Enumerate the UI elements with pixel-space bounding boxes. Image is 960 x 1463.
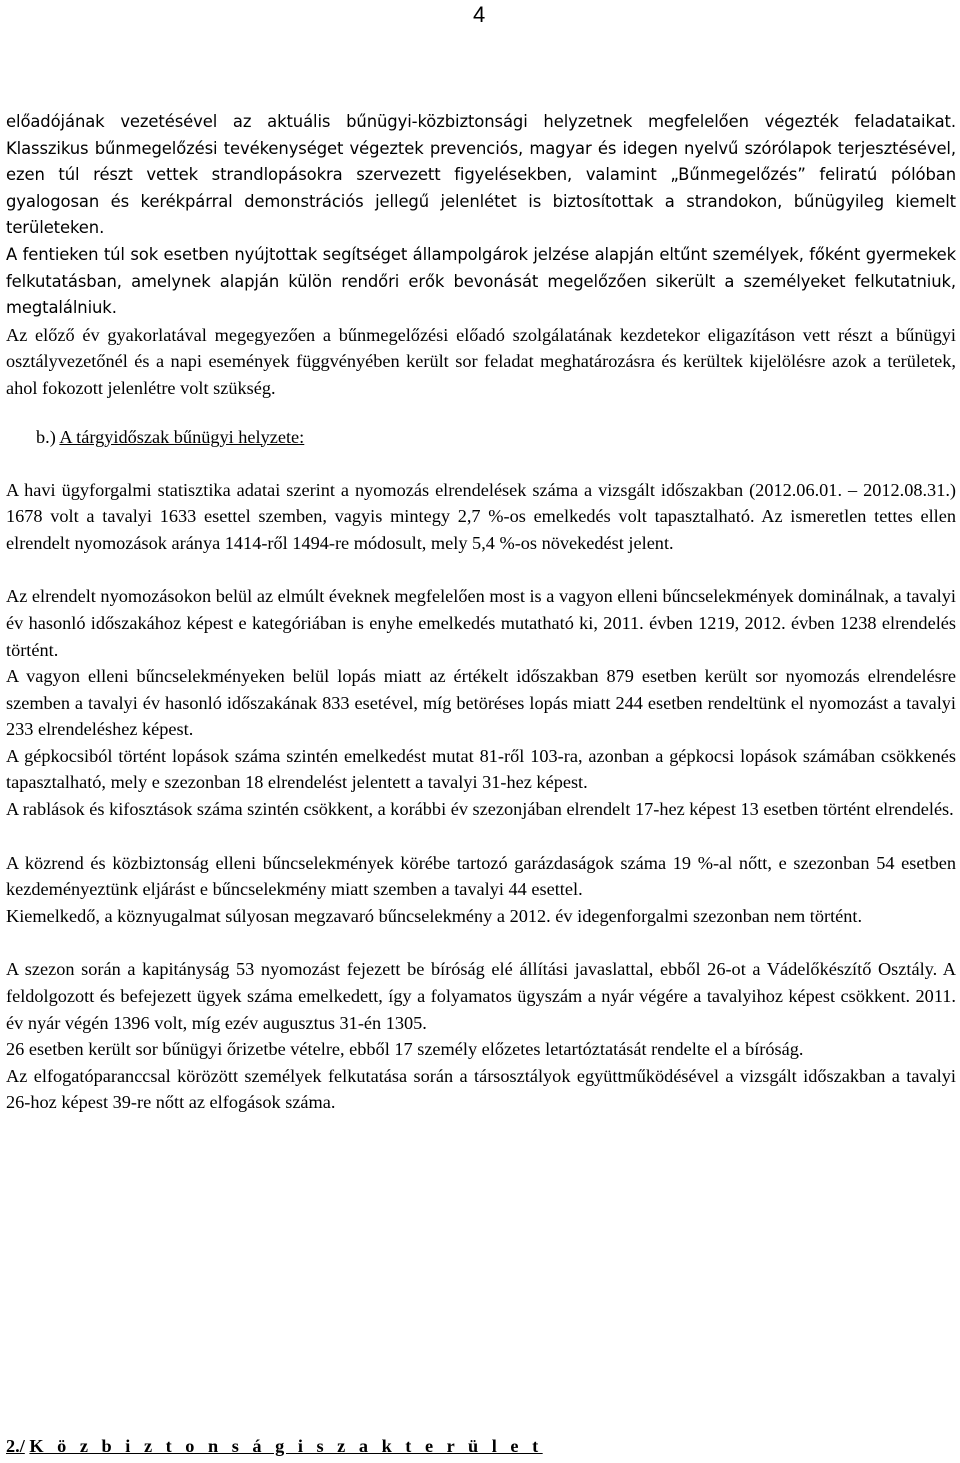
paragraph-property-crimes: Az elrendelt nyomozásokon belül az elmúlt éveknek megfelelően most is a vagyon elleni bűncselekmények dominálnak, a tavalyi év hasonló időszakához képest e kategóriában is enyhe emelkedés mutatható ki, 2011. évben 1219, 2012. évben 1238 elrendelés történt. bbox=[6, 586, 956, 660]
section-b-title: A tárgyidőszak bűnügyi helyzete: bbox=[59, 426, 305, 447]
paragraph-public-order: A közrend és közbiztonság elleni bűncselekmények körébe tartozó garázdaságok száma 19 %-al nőtt, e szezonban 54 esetben kezdeményeztünk eljárást e bűncselekmény miatt szemben a tavalyi 44 esettel. bbox=[6, 852, 956, 900]
section-2-heading bbox=[6, 1436, 543, 1457]
paragraph-briefing: Az előző év gyakorlatával megegyezően a bűnmegelőzési előadó szolgálatának kezdetekor eligazításon vett részt a bűnügyi osztályvezetőnél és a napi események függvényében került sor feladat meghatározásra és kerültek kijelölésre azok a területek, ahol fokozott jelenlétre volt szükség. bbox=[6, 324, 956, 398]
paragraph-notable-crime: Kiemelkedő, a köznyugalmat súlyosan megzavaró bűncselekmény a 2012. év idegenforgalmi szezonban nem történt. bbox=[6, 905, 863, 926]
section-2-title: K ö z b i z t o n s á g i s z a k t e r ü l e t bbox=[29, 1436, 543, 1456]
section-2-number: 2./ bbox=[6, 1436, 25, 1456]
section-b-heading bbox=[6, 424, 956, 450]
paragraph-car-theft: A gépkocsiból történt lopások száma szintén emelkedést mutat 81-ről 103-ra, azonban a gépkocsi lopások számában csökkenés tapasztalható, mely e szezonban 18 elrendelést jelentett a tavalyi 31-hez képest. bbox=[6, 745, 956, 793]
paragraph-theft: A vagyon elleni bűncselekményeken belül lopás miatt az értékelt időszakban 879 esetben került sor nyomozás elrendelésre szemben a tavalyi év hasonló időszakának 833 esetével, míg betöréses lopás miatt 244 esetben rendeltünk el nyomozást a tavalyi 233 elrendeléshez képest. bbox=[6, 666, 956, 740]
paragraph-missing-persons: A fentieken túl sok esetben nyújtottak segítséget állampolgárok jelzése alapján eltűnt személyek, főként gyermekek felkutatásban, amelynek alapján külön rendőri erők bevonását megelőzően sikerült a személyeket felkutatniuk, megtalálniuk. bbox=[6, 244, 956, 318]
section-b-index: b.) bbox=[36, 426, 56, 447]
paragraph-robbery: A rablások és kifosztások száma szintén csökkent, a korábbi év szezonjában elrendelt 17-hez képest 13 esetben történt elrendelés. bbox=[6, 799, 954, 820]
page-number: 4 bbox=[473, 2, 486, 27]
paragraph-prevention-activities: előadójának vezetésével az aktuális bűnügyi-közbiztonsági helyzetnek megfelelően végezték feladataikat. Klasszikus bűnmegelőzési tevékenységet végeztek prevenciós, magyar és idegen nyelvű szórólapok terjesztésével, ezen túl részt vettek strandlopásokra szervezett figyelésekben, valamint „Bűnmegelőzés” feliratú pólóban gyalogosan és kerékpárral demonstrációs jellegű jelenlétet is biztosítottak a strandokon, bűnügyileg kiemelt területeken. bbox=[6, 112, 956, 238]
paragraph-custody: 26 esetben került sor bűnügyi őrizetbe vételre, ebből 17 személy előzetes letartóztatását rendelte el a bíróság. bbox=[6, 1039, 804, 1060]
paragraph-investigation-statistics: A havi ügyforgalmi statisztika adatai szerint a nyomozás elrendelések száma a vizsgált időszakban (2012.06.01. – 2012.08.31.) 1678 volt a tavalyi 1633 esettel szemben, vagyis mintegy 2,7 %-os emelkedés volt tapasztalható. Az ismeretlen tettes ellen elrendelt nyomozások aránya 1414-ről 1494-re módosult, mely 5,4 %-os növekedést jelent. bbox=[6, 479, 956, 553]
paragraph-arrest-warrants: Az elfogatóparanccsal körözött személyek felkutatása során a társosztályok együttműködésével a vizsgált időszakban a tavalyi 26-hoz képest 39-re nőtt az elfogások száma. bbox=[6, 1065, 956, 1113]
document-body bbox=[6, 109, 956, 1116]
paragraph-completed-investigations: A szezon során a kapitányság 53 nyomozást fejezett be bíróság elé állítási javaslattal, ebből 26-ot a Vádelőkészítő Osztály. A feldolgozott és befejezett ügyek száma emelkedett, így a folyamatos ügyszám a nyár végére a tavalyihoz képest csökkent. 2011. év nyár végén 1396 volt, míg ezév augusztus 31-én 1305. bbox=[6, 959, 956, 1033]
